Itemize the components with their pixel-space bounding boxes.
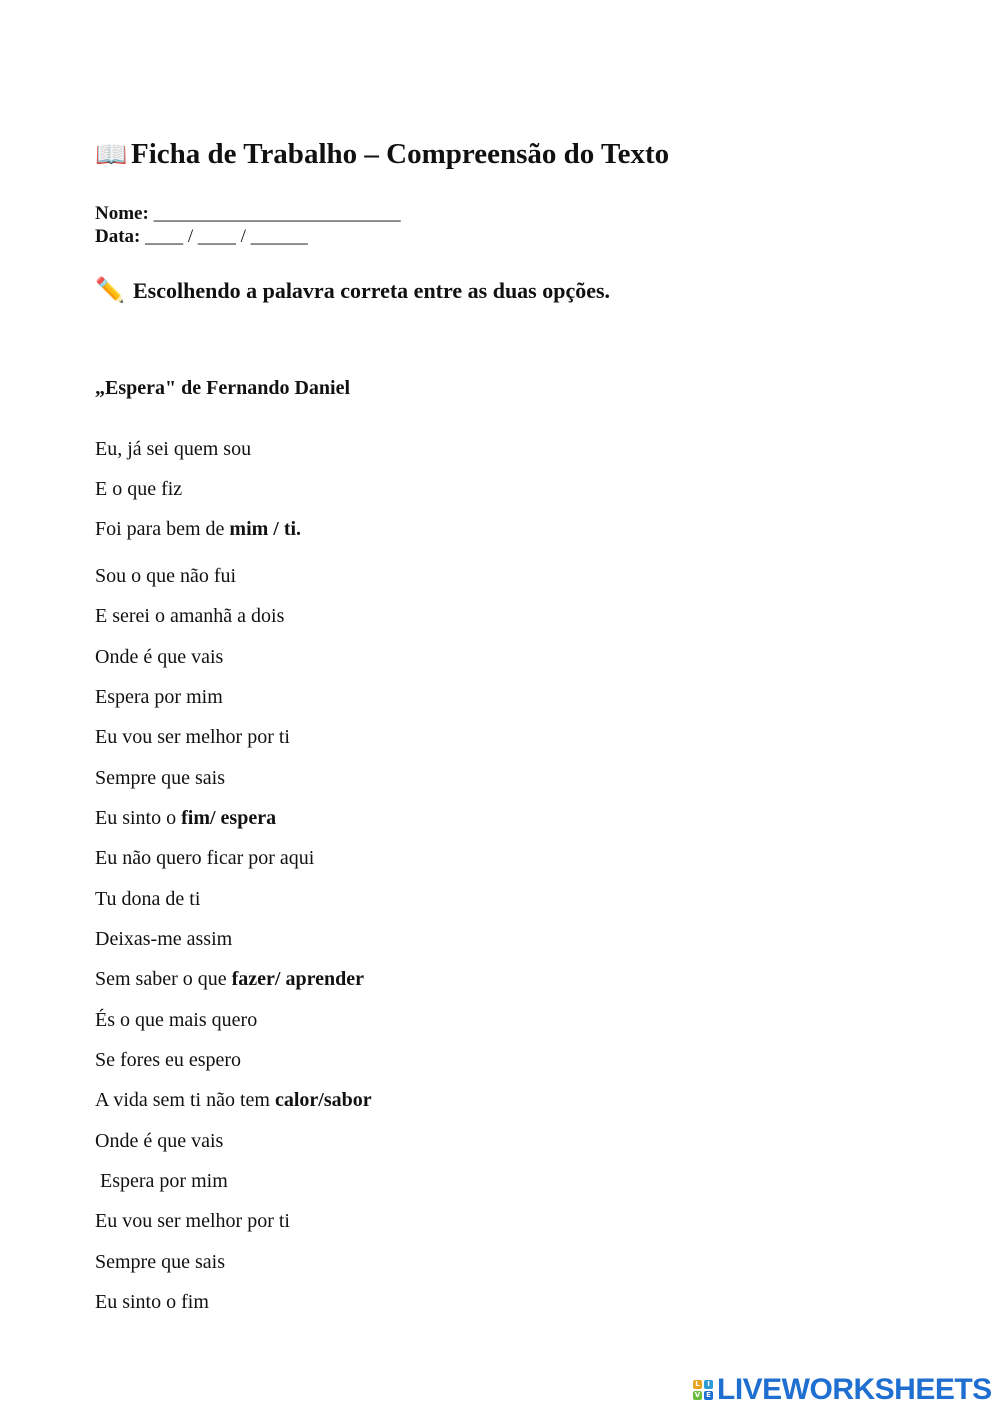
logo-square: V bbox=[694, 1391, 701, 1399]
lyric-text: Tu dona de ti bbox=[95, 888, 201, 910]
instruction bbox=[95, 274, 610, 307]
lyric-text: Eu vou ser melhor por ti bbox=[95, 1210, 290, 1232]
logo-mark-icon bbox=[693, 1380, 713, 1400]
name-blank: __________________________ bbox=[148, 203, 401, 224]
lyric-line bbox=[95, 1168, 228, 1194]
lyric-text: Onde é que vais bbox=[95, 1130, 224, 1152]
date-blank: ____ / ____ / ______ bbox=[140, 226, 308, 247]
lyric-line bbox=[95, 603, 284, 629]
lyric-text: Eu sinto o fim bbox=[95, 1291, 209, 1313]
date-label: Data: bbox=[95, 226, 141, 247]
name-field bbox=[95, 202, 401, 226]
lyric-line bbox=[95, 765, 225, 791]
lyric-text: Onde é que vais bbox=[95, 646, 224, 668]
lyric-text: Espera por mim bbox=[95, 686, 223, 708]
logo-square: L bbox=[693, 1380, 702, 1389]
lyric-text: Eu vou ser melhor por ti bbox=[95, 726, 290, 748]
lyric-line bbox=[95, 966, 364, 992]
lyric-line bbox=[95, 805, 276, 831]
lyric-line bbox=[95, 886, 200, 912]
word-choice: fim/ espera bbox=[181, 807, 277, 829]
word-choice: fazer/ aprender bbox=[231, 968, 365, 990]
lyric-text: És o que mais quero bbox=[95, 1009, 258, 1031]
title-text: Ficha de Trabalho – Compreensão do Texto bbox=[131, 138, 670, 170]
lyric-line bbox=[95, 1047, 241, 1073]
lyric-text: A vida sem ti não tem bbox=[95, 1089, 275, 1111]
word-choice: calor/sabor bbox=[274, 1089, 372, 1111]
lyric-text: Deixas-me assim bbox=[95, 928, 233, 950]
lyric-line bbox=[95, 476, 182, 502]
lyric-line bbox=[95, 684, 223, 710]
instruction-text: Escolhendo a palavra correta entre as duas opções. bbox=[133, 278, 611, 303]
logo-square: E bbox=[704, 1391, 713, 1400]
lyric-line bbox=[95, 1249, 225, 1275]
lyric-text: Eu sinto o bbox=[95, 807, 182, 829]
lyric-line bbox=[95, 845, 314, 871]
lyric-text: Se fores eu espero bbox=[95, 1049, 242, 1071]
logo-square: I bbox=[704, 1380, 713, 1389]
lyric-line bbox=[95, 563, 236, 589]
lyric-line bbox=[95, 1289, 209, 1315]
lyric-line bbox=[95, 516, 301, 542]
lyric-text: Sem saber o que bbox=[95, 968, 232, 990]
lyric-line bbox=[95, 1087, 372, 1113]
lyric-text: Sou o que não fui bbox=[95, 565, 237, 587]
name-label: Nome: bbox=[95, 203, 149, 224]
song-title: „Espera" de Fernando Daniel bbox=[95, 377, 350, 399]
lyric-line bbox=[95, 724, 290, 750]
lyric-line bbox=[95, 1208, 290, 1234]
lyric-text: Eu não quero ficar por aqui bbox=[95, 847, 315, 869]
lyric-line bbox=[95, 1007, 257, 1033]
lyric-line bbox=[95, 644, 223, 670]
lyric-text: Eu, já sei quem sou bbox=[95, 438, 252, 460]
lyric-text: Sempre que sais bbox=[95, 767, 225, 789]
lyric-line bbox=[95, 926, 232, 952]
pencil-icon: ✏️ bbox=[95, 276, 125, 304]
lyric-text: Sempre que sais bbox=[95, 1251, 225, 1273]
lyric-text: Espera por mim bbox=[95, 1170, 228, 1192]
liveworksheets-logo bbox=[693, 1374, 992, 1406]
page-title bbox=[95, 136, 669, 173]
lyric-text: E o que fiz bbox=[95, 478, 183, 500]
open-book-icon: 📖 bbox=[95, 140, 128, 170]
lyric-line bbox=[95, 436, 251, 462]
lyric-text: Foi para bem de bbox=[95, 518, 230, 540]
lyric-text: E serei o amanhã a dois bbox=[95, 605, 285, 627]
logo-text: LIVEWORKSHEETS bbox=[717, 1373, 992, 1406]
lyric-line bbox=[95, 1128, 223, 1154]
word-choice: mim / ti. bbox=[229, 518, 302, 540]
date-field bbox=[95, 225, 308, 249]
